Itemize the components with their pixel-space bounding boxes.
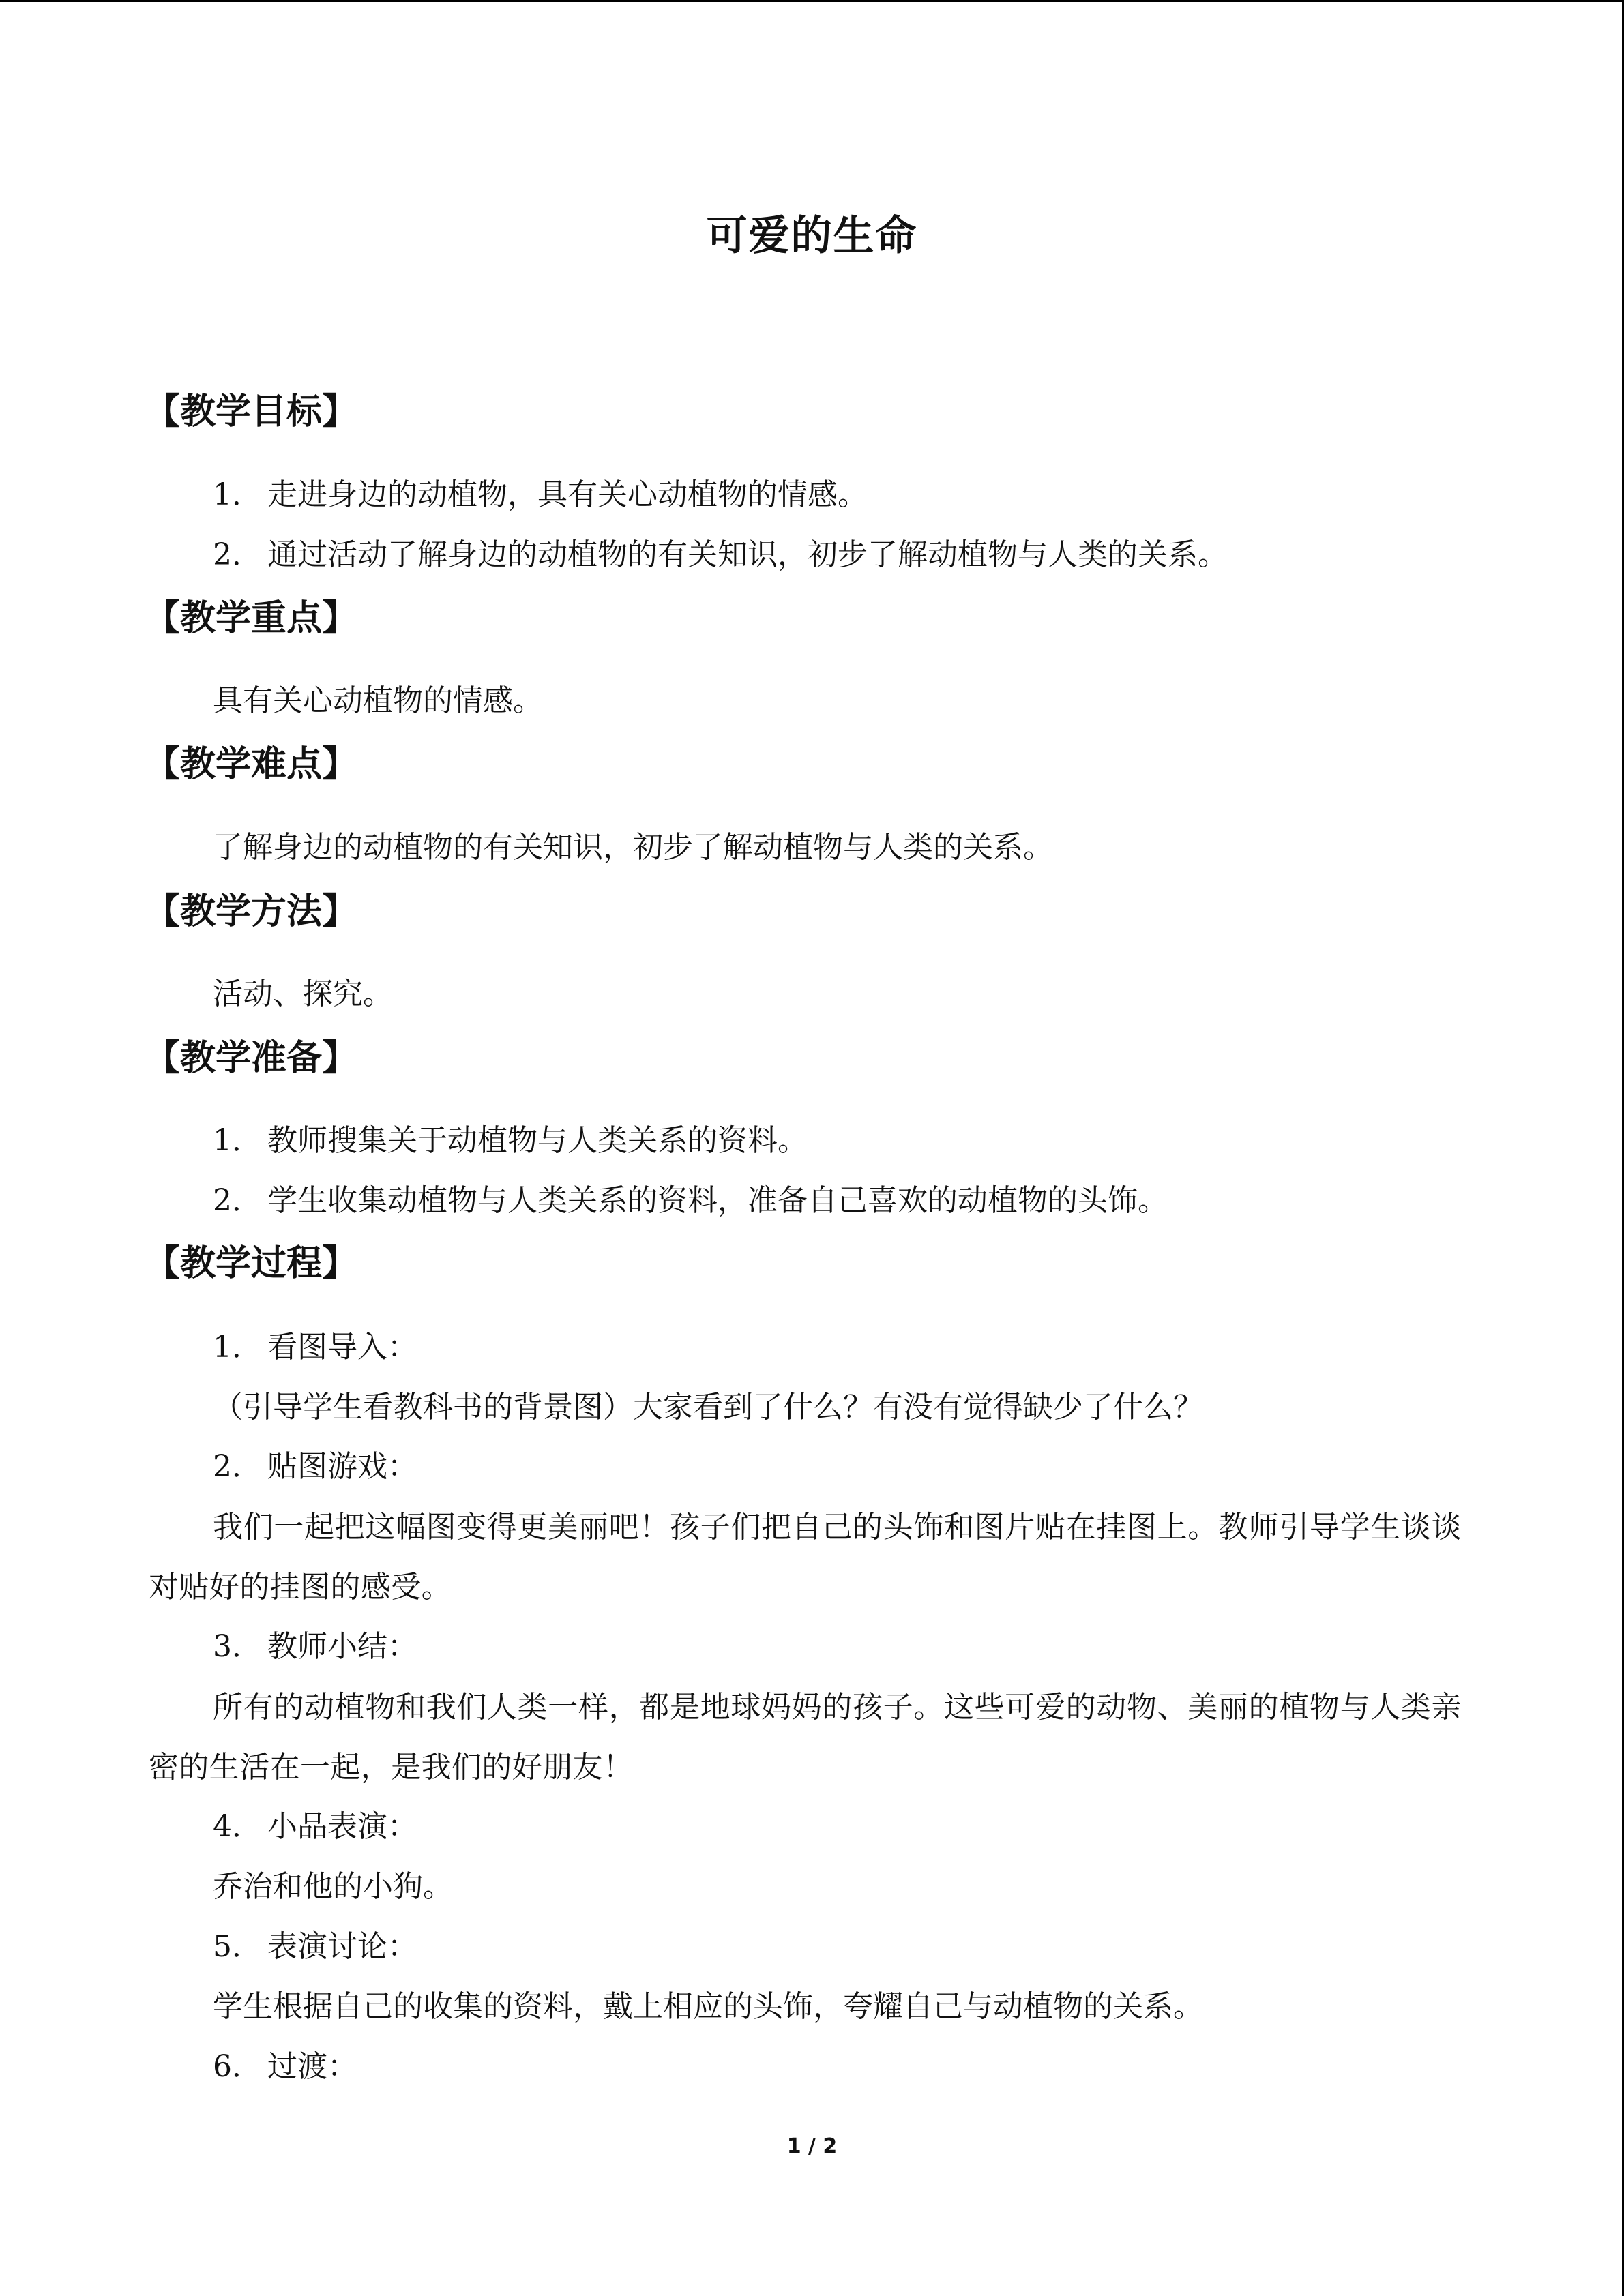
list-number: 5． [213,1929,262,1964]
process-step-4-body: 乔治和他的小狗。 [213,1869,453,1904]
process-step-6-label [213,2046,357,2087]
preparation-item-2 [213,1180,1168,1221]
objective-item-1 [213,475,868,516]
step-label: 教师小结： [267,1629,417,1664]
process-step-5-body: 学生根据自己的收集的资料，戴上相应的头饰，夸耀自己与动植物的关系。 [213,1989,1203,2024]
list-text: 教师搜集关于动植物与人类关系的资料。 [267,1123,808,1158]
process-step-1-body: （引导学生看教科书的背景图）大家看到了什么？有没有觉得缺少了什么？ [213,1390,1203,1425]
preparation-item-1 [213,1120,808,1161]
list-number: 2． [213,1449,262,1484]
process-step-2-label [213,1446,417,1487]
step-label: 贴图游戏： [267,1449,417,1484]
key-points-text: 具有关心动植物的情感。 [213,683,543,718]
section-heading-objectives: 【教学目标】 [145,391,358,432]
list-number: 2． [213,537,262,572]
section-heading-preparation: 【教学准备】 [145,1038,358,1079]
list-text: 学生收集动植物与人类关系的资料，准备自己喜欢的动植物的头饰。 [267,1183,1168,1218]
list-number: 3． [213,1629,262,1664]
list-number: 2． [213,1183,262,1218]
list-number: 1． [213,1123,262,1158]
section-heading-difficulties: 【教学难点】 [145,744,358,785]
page-title: 可爱的生命 [706,212,918,260]
page-border-top [0,0,1624,2]
step-label: 过渡： [267,2049,357,2084]
process-step-1-label [213,1327,417,1368]
list-number: 6． [213,2049,262,2084]
list-text: 通过活动了解身边的动植物的有关知识，初步了解动植物与人类的关系。 [267,537,1228,572]
section-heading-process: 【教学过程】 [145,1243,358,1284]
section-heading-key-points: 【教学重点】 [145,598,358,639]
objective-item-2 [213,535,1228,576]
process-step-2-body: 我们一起把这幅图变得更美丽吧！孩子们把自己的头饰和图片贴在挂图上。教师引导学生谈谈对贴好的挂图的感受。 [149,1510,1462,1605]
difficulties-text: 了解身边的动植物的有关知识，初步了解动植物与人类的关系。 [213,830,1053,865]
list-text: 走进身边的动植物，具有关心动植物的情感。 [267,477,868,512]
step-label: 小品表演： [267,1809,417,1844]
page-number: 1 / 2 [786,2134,838,2158]
step-label: 表演讨论： [267,1929,417,1964]
process-step-3-label [213,1626,417,1667]
process-step-3-body: 所有的动植物和我们人类一样，都是地球妈妈的孩子。这些可爱的动物、美丽的植物与人类亲密的生活在一起，是我们的好朋友！ [149,1690,1462,1785]
process-step-5-label [213,1926,417,1967]
process-step-4-label [213,1806,417,1847]
section-heading-methods: 【教学方法】 [145,891,358,932]
list-number: 1． [213,1330,262,1365]
list-number: 1． [213,477,262,512]
step-label: 看图导入： [267,1330,417,1365]
methods-text: 活动、探究。 [213,976,393,1011]
list-number: 4． [213,1809,262,1844]
